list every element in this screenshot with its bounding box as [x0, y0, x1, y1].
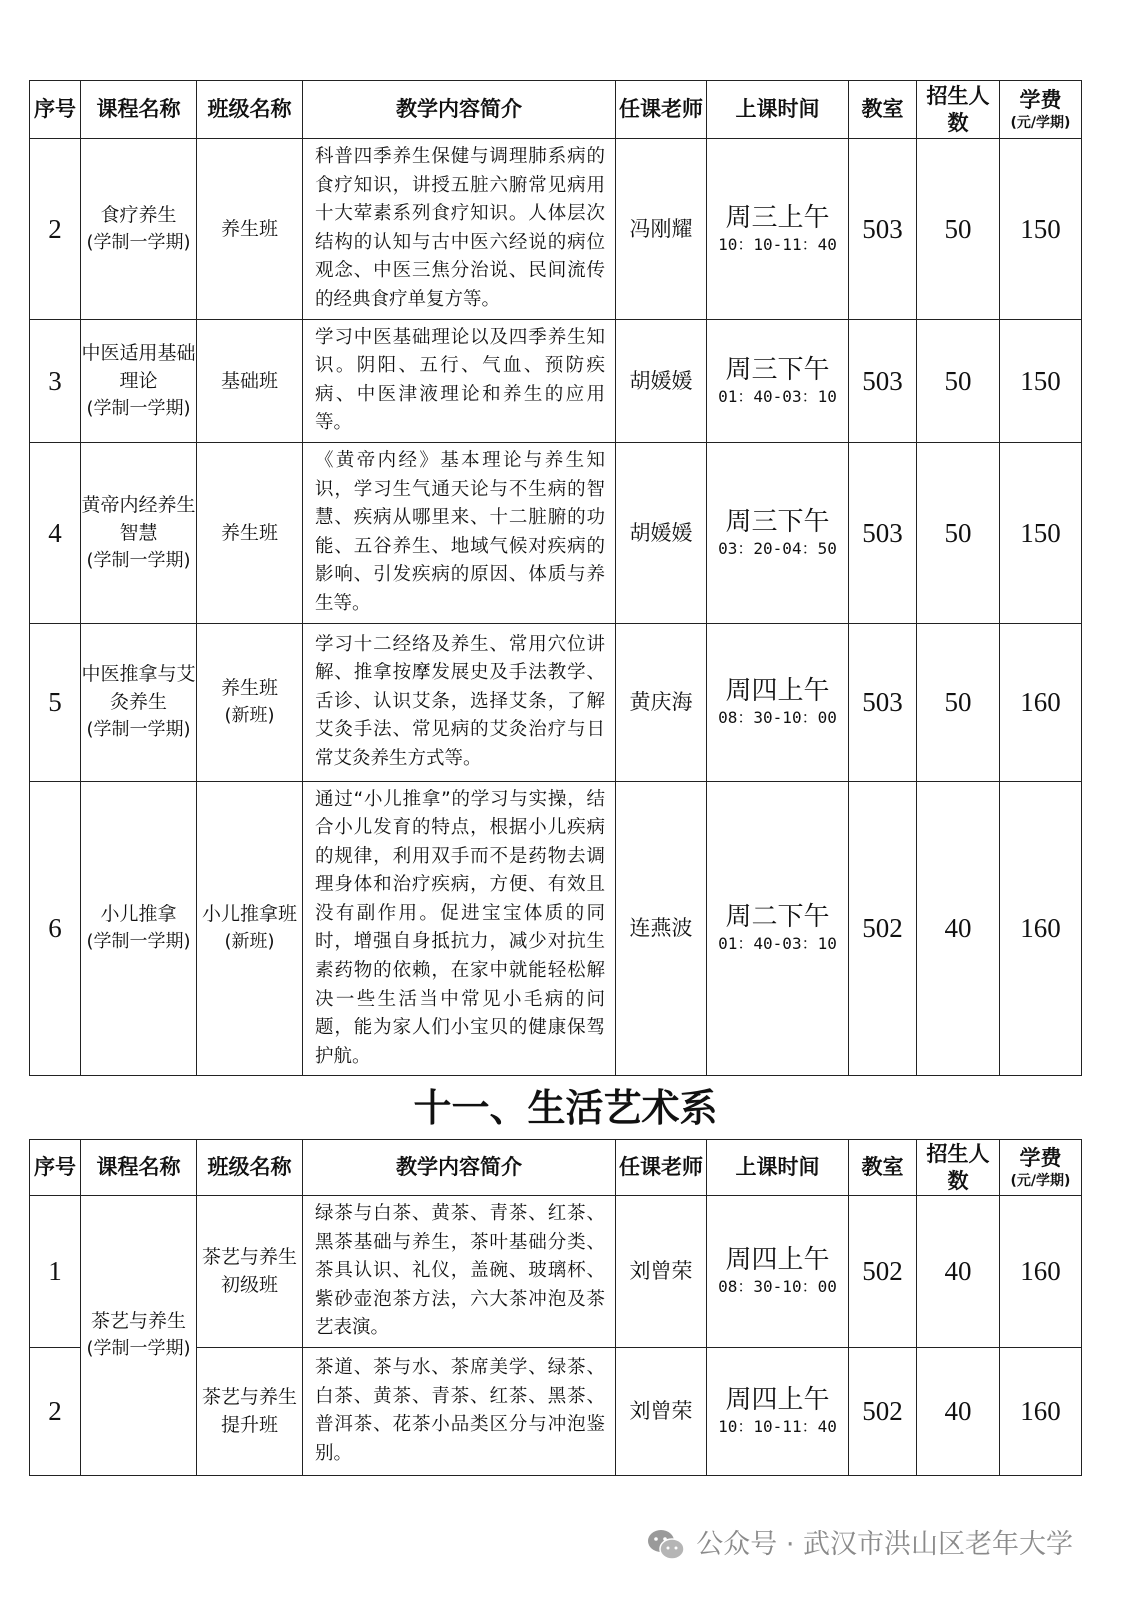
course-name: 中医适用基础理论: [81, 341, 196, 392]
header-fee-label: 学费: [1019, 88, 1062, 112]
seq-cell: 1: [30, 1196, 81, 1348]
schedule-cell: [707, 442, 849, 623]
course-table-life-art: [29, 1139, 1082, 1476]
header-course: 课程名称: [81, 81, 197, 139]
seq-cell: 3: [30, 319, 81, 442]
content-cell: 学习中医基础理论以及四季养生知识。阴阳、五行、气血、预防疾病、中医津液理论和养生的应用等。: [303, 319, 616, 442]
class-day: 周四上午: [725, 1245, 830, 1276]
schedule-cell: [707, 1196, 849, 1348]
table-row: [30, 442, 1082, 623]
room-cell: 502: [849, 781, 917, 1076]
table-header-row: [30, 1140, 1082, 1196]
header-fee-unit: (元/学期): [1010, 1173, 1071, 1189]
content-cell: 通过“小儿推拿”的学习与实操，结合小儿发育的特点，根据小儿疾病的规律，利用双手而不是药物去调理身体和治疗疾病，方便、有效且没有副作用。促进宝宝体质的同时，增强自身抵抗力，减少对抗生素药物的依赖，在家中就能轻松解决一些生活当中常见小毛病的问题，能为家人们小宝贝的健康保驾护航。: [303, 781, 616, 1076]
class-day: 周三下午: [725, 506, 830, 537]
course-cell: [81, 1196, 197, 1476]
header-room: 教室: [849, 1140, 917, 1196]
course-duration: (学制一学期): [86, 719, 191, 740]
class-cell: [197, 319, 303, 442]
course-cell: [81, 623, 197, 781]
teacher-cell: 胡媛媛: [616, 442, 707, 623]
class-time: 08：30-10：00: [718, 708, 837, 727]
class-note: (新班): [224, 931, 275, 953]
seq-cell: 2: [30, 1347, 81, 1475]
content-cell: 绿茶与白茶、黄茶、青茶、红茶、黑茶基础与养生，茶叶基础分类、茶具认识、礼仪，盖碗、玻璃杯、紫砂壶泡茶方法，六大茶冲泡及茶艺表演。: [303, 1196, 616, 1348]
course-duration: (学制一学期): [86, 231, 191, 253]
teacher-cell: 刘曾荣: [616, 1196, 707, 1348]
class-day: 周四上午: [725, 1385, 830, 1416]
class-name: 基础班: [220, 369, 278, 392]
header-class: 班级名称: [197, 1140, 303, 1196]
class-day: 周三上午: [725, 202, 830, 233]
teacher-cell: 黄庆海: [616, 623, 707, 781]
quota-cell: 40: [917, 781, 1000, 1076]
course-cell: [81, 781, 197, 1076]
section-title: 十一、生活艺术系: [413, 1085, 718, 1130]
content-cell: 《黄帝内经》基本理论与养生知识，学习生气通天论与不生病的智慧、疾病从哪里来、十二脏腑的功能、五谷养生、地域气候对疾病的影响、引发疾病的原因、体质与养生等。: [303, 442, 616, 623]
course-name: 中医推拿与艾灸养生: [81, 663, 196, 713]
quota-cell: 50: [917, 319, 1000, 442]
header-quota: 招生人数: [917, 81, 1000, 139]
class-time: 10：10-11：40: [718, 234, 837, 254]
teacher-cell: 连燕波: [616, 781, 707, 1076]
schedule-cell: [707, 781, 849, 1076]
course-duration: (学制一学期): [86, 1338, 191, 1360]
class-time: 08：30-10：00: [718, 1277, 837, 1297]
content-cell: 茶道、茶与水、茶席美学、绿茶、白茶、黄茶、青茶、红茶、黑茶、普洱茶、花茶小品类区分与冲泡鉴别。: [303, 1347, 616, 1475]
room-cell: 503: [849, 319, 917, 442]
class-day: 周二下午: [725, 902, 830, 933]
table-row: [30, 623, 1082, 781]
fee-cell: 160: [1000, 781, 1082, 1076]
quota-cell: 40: [917, 1347, 1000, 1475]
header-fee-unit: (元/学期): [1010, 115, 1071, 131]
content-cell: 科普四季养生保健与调理肺系病的食疗知识，讲授五脏六腑常见病用十大荤素系列食疗知识。人体层次结构的认知与古中医六经说的病位观念、中医三焦分治说、民间流传的经典食疗单复方等。: [303, 139, 616, 320]
class-cell: [197, 442, 303, 623]
quota-cell: 50: [917, 623, 1000, 781]
fee-cell: 160: [1000, 1196, 1082, 1348]
class-cell: 茶艺与养生初级班: [197, 1196, 303, 1348]
table-row: [30, 781, 1082, 1076]
fee-cell: 150: [1000, 139, 1082, 320]
table-row: [30, 139, 1082, 320]
course-name: 小儿推拿: [100, 903, 177, 926]
teacher-cell: 胡媛媛: [616, 319, 707, 442]
schedule-cell: [707, 139, 849, 320]
class-note: (新班): [224, 705, 275, 726]
course-duration: (学制一学期): [86, 549, 191, 571]
schedule-cell: [707, 319, 849, 442]
watermark-text: 公众号 · 武汉市洪山区老年大学: [696, 1529, 1073, 1560]
header-quota: 招生人数: [917, 1140, 1000, 1196]
seq-cell: 2: [30, 139, 81, 320]
header-class: 班级名称: [197, 81, 303, 139]
class-day: 周三下午: [725, 354, 830, 385]
teacher-cell: 刘曾荣: [616, 1347, 707, 1475]
class-name: 养生班: [220, 677, 278, 699]
class-name: 小儿推拿班: [201, 903, 297, 926]
schedule-cell: [707, 1347, 849, 1475]
teacher-cell: 冯刚耀: [616, 139, 707, 320]
course-name: 食疗养生: [100, 203, 177, 226]
quota-cell: 50: [917, 442, 1000, 623]
header-fee: [1000, 81, 1082, 139]
course-cell: [81, 442, 197, 623]
room-cell: 503: [849, 442, 917, 623]
header-room: 教室: [849, 81, 917, 139]
class-day: 周四上午: [725, 676, 830, 706]
class-time: 01：40-03：10: [718, 386, 837, 406]
room-cell: 503: [849, 139, 917, 320]
header-time: 上课时间: [707, 81, 849, 139]
class-cell: [197, 781, 303, 1076]
table-row: [30, 1196, 1082, 1348]
class-cell: [197, 623, 303, 781]
seq-cell: 5: [30, 623, 81, 781]
wechat-icon: [646, 1528, 686, 1562]
fee-cell: 160: [1000, 1347, 1082, 1475]
course-duration: (学制一学期): [86, 931, 191, 953]
room-cell: 502: [849, 1196, 917, 1348]
class-cell: [197, 139, 303, 320]
header-fee: [1000, 1140, 1082, 1196]
watermark: [646, 1525, 1073, 1565]
header-fee-label: 学费: [1019, 1146, 1062, 1170]
course-name: 茶艺与养生: [90, 1310, 186, 1333]
header-seq: 序号: [30, 81, 81, 139]
table-row: [30, 319, 1082, 442]
quota-cell: 40: [917, 1196, 1000, 1348]
quota-cell: 50: [917, 139, 1000, 320]
class-name: 养生班: [220, 217, 278, 240]
class-time: 10：10-11：40: [718, 1417, 837, 1437]
header-seq: 序号: [30, 1140, 81, 1196]
class-name: 养生班: [220, 521, 278, 544]
room-cell: 503: [849, 623, 917, 781]
course-cell: [81, 319, 197, 442]
content-cell: 学习十二经络及养生、常用穴位讲解、推拿按摩发展史及手法教学、舌诊、认识艾条，选择艾条，了解艾灸手法、常见病的艾灸治疗与日常艾灸养生方式等。: [303, 623, 616, 781]
header-teacher: 任课老师: [616, 1140, 707, 1196]
room-cell: 502: [849, 1347, 917, 1475]
class-time: 03：20-04：50: [718, 538, 837, 558]
header-content: 教学内容简介: [303, 81, 616, 139]
table-header-row: [30, 81, 1082, 139]
header-course: 课程名称: [81, 1140, 197, 1196]
fee-cell: 160: [1000, 623, 1082, 781]
header-teacher: 任课老师: [616, 81, 707, 139]
course-name: 黄帝内经养生智慧: [81, 493, 196, 544]
course-duration: (学制一学期): [86, 397, 191, 419]
seq-cell: 6: [30, 781, 81, 1076]
fee-cell: 150: [1000, 442, 1082, 623]
course-table-health: [29, 80, 1082, 1076]
seq-cell: 4: [30, 442, 81, 623]
course-cell: [81, 139, 197, 320]
class-time: 01：40-03：10: [718, 934, 837, 954]
class-cell: 茶艺与养生提升班: [197, 1347, 303, 1475]
header-content: 教学内容简介: [303, 1140, 616, 1196]
fee-cell: 150: [1000, 319, 1082, 442]
header-time: 上课时间: [707, 1140, 849, 1196]
schedule-cell: [707, 623, 849, 781]
